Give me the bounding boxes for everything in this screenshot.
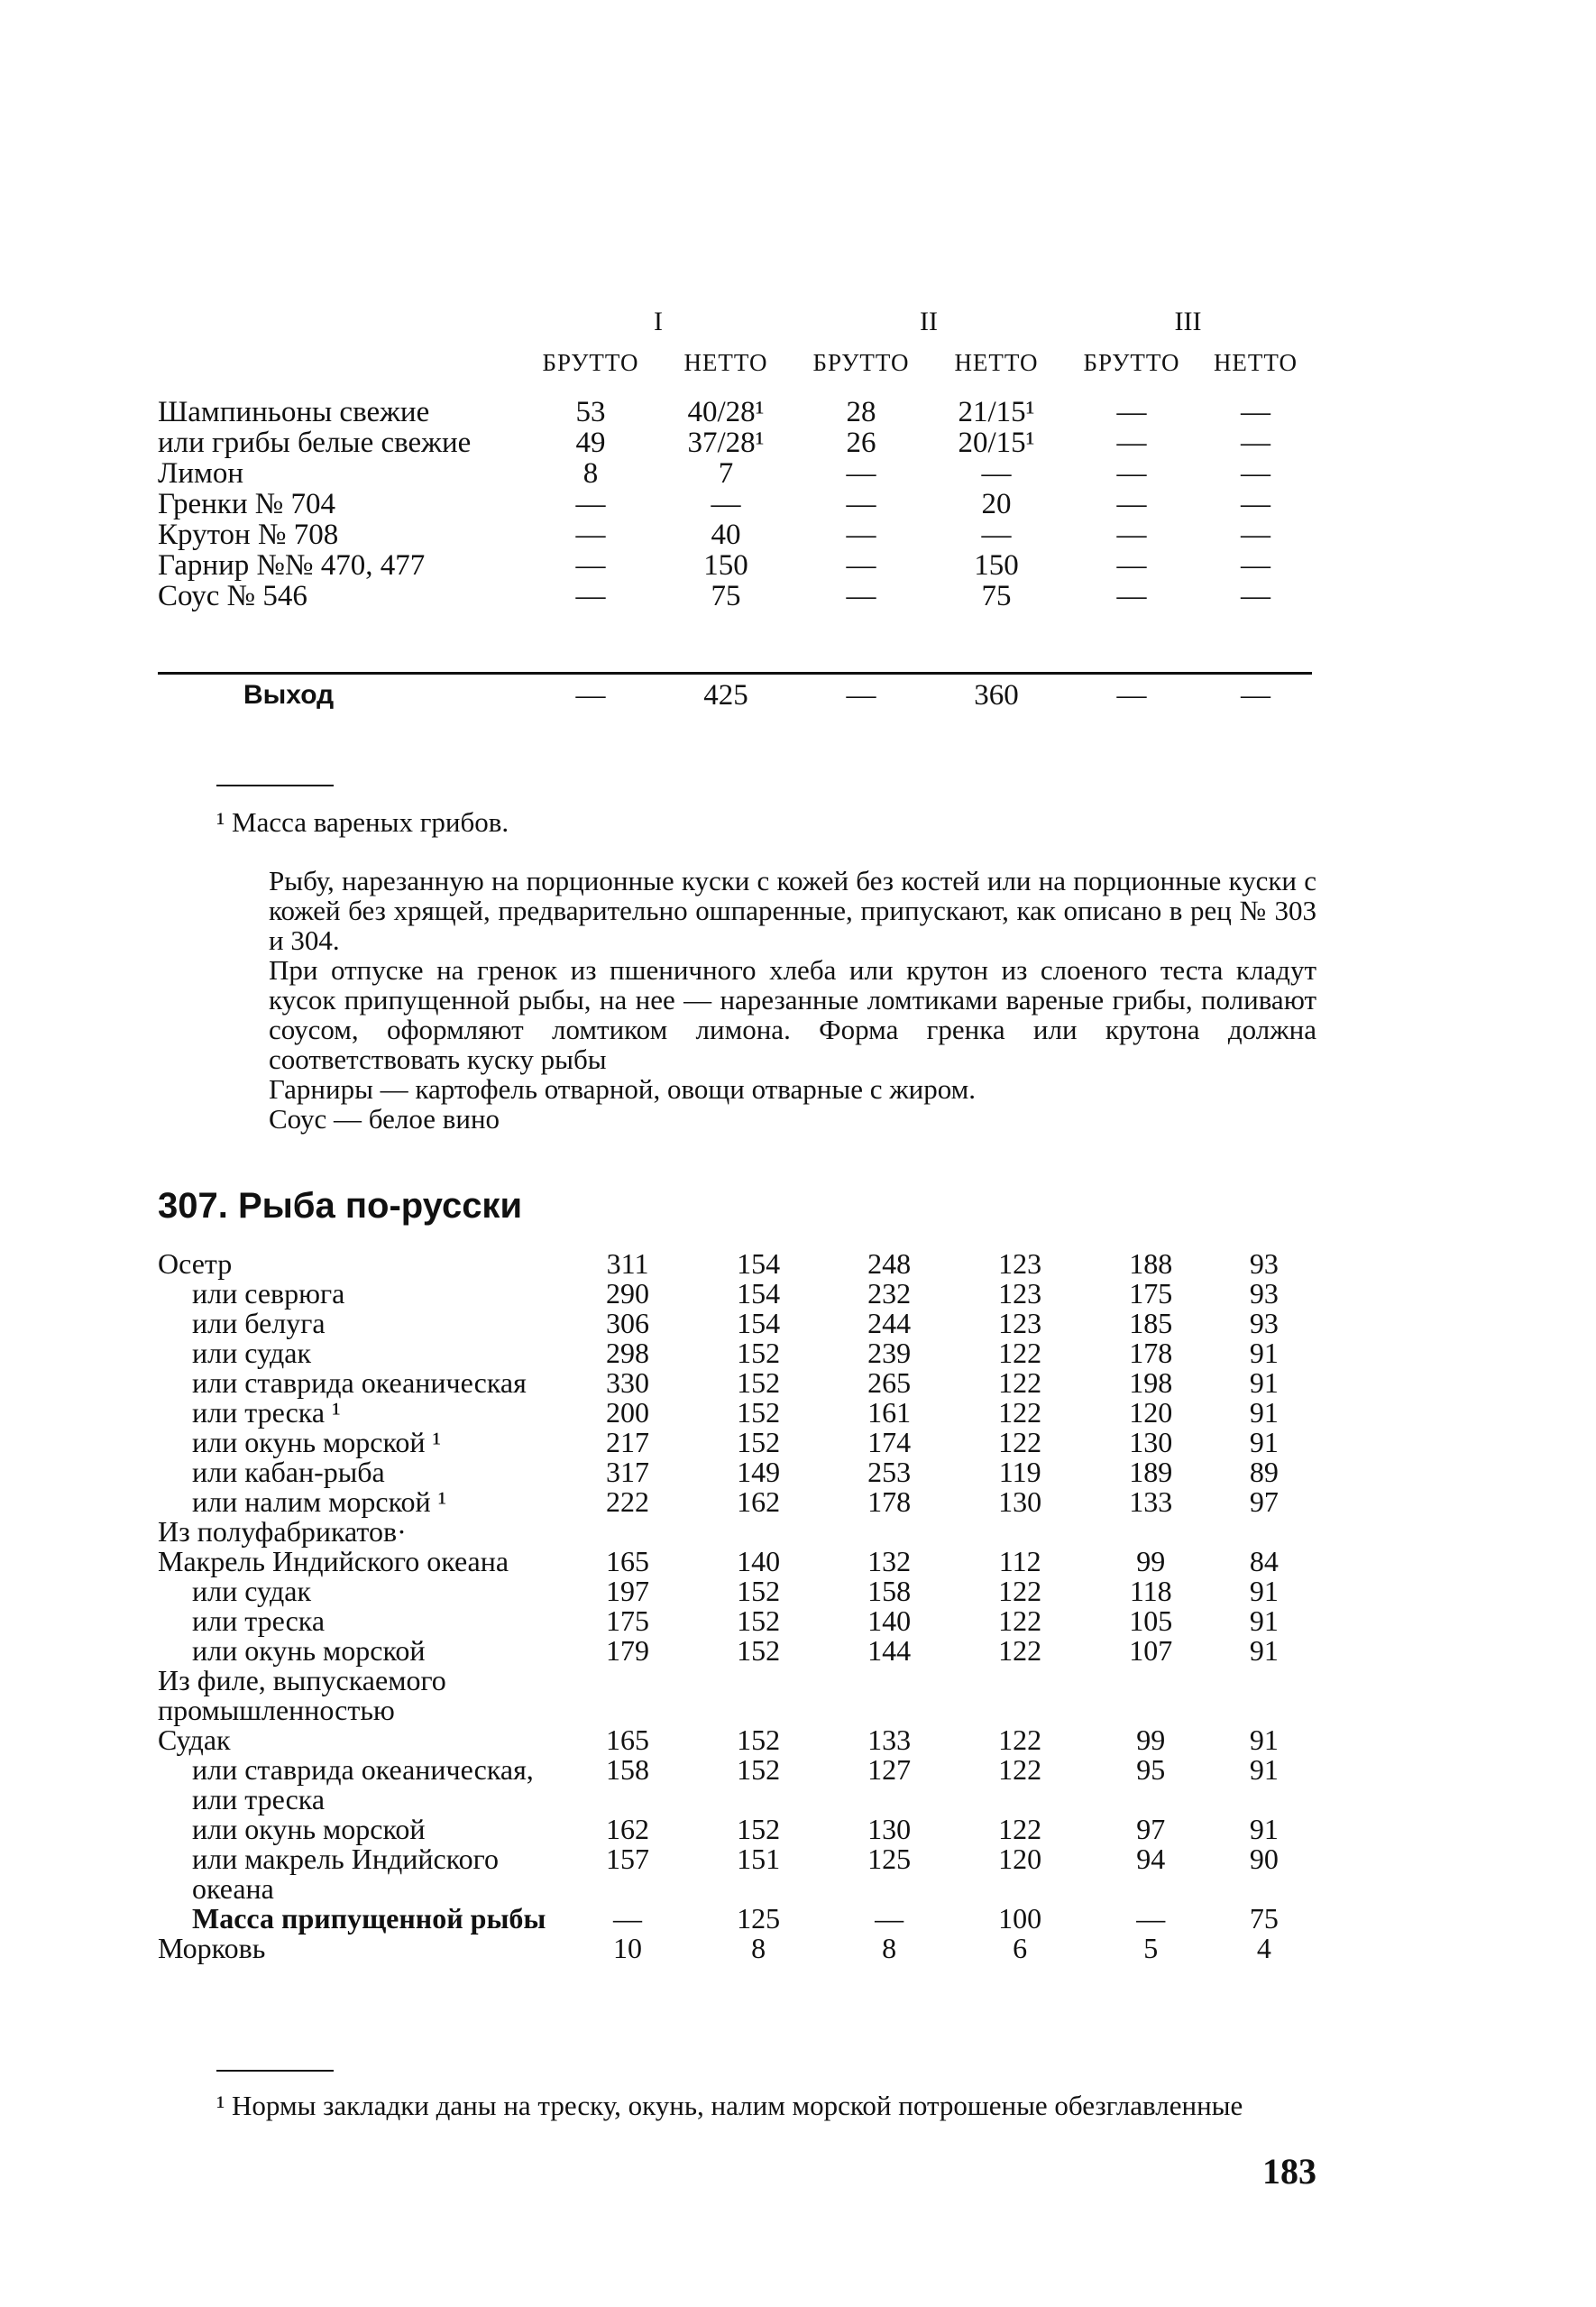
table-row bbox=[158, 1368, 1312, 1398]
table-cell: 152 bbox=[737, 1426, 781, 1458]
table-cell: — bbox=[981, 519, 1012, 551]
table-cell: 75 bbox=[1249, 1902, 1279, 1935]
table-cell bbox=[693, 1517, 824, 1547]
table-cell bbox=[1216, 1517, 1312, 1547]
table-cell: 154 bbox=[737, 1247, 781, 1280]
table-row bbox=[158, 1338, 1312, 1368]
table-cell: 75 bbox=[981, 580, 1012, 612]
table-cell: 232 bbox=[867, 1277, 912, 1310]
table-cell: 152 bbox=[737, 1723, 781, 1756]
table-cell: 53 bbox=[575, 396, 606, 428]
table-cell: 91 bbox=[1249, 1753, 1279, 1786]
table-cell: 20 bbox=[981, 488, 1012, 520]
table-cell: 127 bbox=[867, 1753, 912, 1786]
table-cell bbox=[824, 1517, 955, 1547]
table-cell bbox=[824, 1666, 955, 1725]
table-cell: — bbox=[846, 580, 876, 612]
table-cell: 140 bbox=[867, 1604, 912, 1637]
row-label: или треска bbox=[192, 1604, 326, 1637]
table-row bbox=[158, 1815, 1312, 1844]
table-row bbox=[158, 1606, 1312, 1636]
table-cell: — bbox=[711, 488, 741, 520]
row-label: Из филе, выпускаемого промышленностью bbox=[158, 1664, 446, 1726]
column-subheader-row bbox=[158, 347, 1312, 397]
table-cell: 5 bbox=[1143, 1932, 1159, 1964]
table-cell: 122 bbox=[998, 1337, 1042, 1369]
table-cell: 122 bbox=[998, 1396, 1042, 1429]
table-cell: 10 bbox=[613, 1932, 643, 1964]
group-header: III bbox=[1174, 307, 1202, 336]
table-cell: 154 bbox=[737, 1307, 781, 1339]
table-row bbox=[158, 1428, 1312, 1457]
table-row bbox=[158, 550, 1312, 581]
table-cell: 7 bbox=[718, 457, 734, 490]
table-cell: 317 bbox=[606, 1456, 650, 1488]
table-cell: — bbox=[1116, 427, 1147, 459]
table-cell: — bbox=[1241, 519, 1270, 551]
footnote-rule bbox=[216, 2070, 334, 2072]
table-cell: 200 bbox=[606, 1396, 650, 1429]
table-cell: 8 bbox=[882, 1932, 897, 1964]
table-row bbox=[158, 1279, 1312, 1309]
table-cell: 152 bbox=[737, 1604, 781, 1637]
output-cell: 360 bbox=[974, 679, 1019, 712]
table-cell: — bbox=[1241, 457, 1270, 490]
output-cell: — bbox=[1116, 679, 1147, 712]
col-header: НЕТТО bbox=[683, 349, 768, 376]
table-cell: 306 bbox=[606, 1307, 650, 1339]
row-label: Лимон bbox=[158, 457, 244, 490]
table-rule bbox=[158, 672, 1312, 675]
table-cell: 161 bbox=[867, 1396, 912, 1429]
table-row bbox=[158, 1487, 1312, 1517]
table-cell bbox=[1216, 1666, 1312, 1725]
table-cell: 157 bbox=[606, 1843, 650, 1875]
row-label: или кабан-рыба bbox=[192, 1456, 385, 1488]
table-cell: 178 bbox=[867, 1485, 912, 1518]
table-cell: 49 bbox=[575, 427, 606, 459]
table-cell: 140 bbox=[737, 1545, 781, 1577]
table-cell: 239 bbox=[867, 1337, 912, 1369]
group-header: I bbox=[654, 307, 663, 336]
table-cell: — bbox=[846, 488, 876, 520]
portion-group-header bbox=[158, 307, 1312, 347]
table-cell: — bbox=[575, 488, 606, 520]
row-label: Соус № 546 bbox=[158, 580, 307, 612]
table-cell: 120 bbox=[998, 1843, 1042, 1875]
col-header: НЕТТО bbox=[1213, 349, 1298, 376]
table-cell: 152 bbox=[737, 1634, 781, 1667]
table-cell: 152 bbox=[737, 1813, 781, 1845]
table-cell: 97 bbox=[1249, 1485, 1279, 1518]
table-cell: 162 bbox=[606, 1813, 650, 1845]
table-cell: 152 bbox=[737, 1575, 781, 1607]
row-label: или окунь морской bbox=[192, 1634, 426, 1667]
table-cell: 91 bbox=[1249, 1396, 1279, 1429]
row-label: Шампиньоны свежие bbox=[158, 396, 430, 428]
table-row bbox=[158, 1636, 1312, 1666]
table-cell: 40 bbox=[711, 519, 741, 551]
table-row bbox=[158, 1725, 1312, 1755]
col-header: БРУТТО bbox=[812, 349, 910, 376]
table-cell: 133 bbox=[867, 1723, 912, 1756]
table-cell: 175 bbox=[1129, 1277, 1173, 1310]
table-cell: — bbox=[613, 1902, 643, 1935]
table-cell: 122 bbox=[998, 1634, 1042, 1667]
output-cell: — bbox=[1241, 679, 1270, 712]
paragraph: Соус — белое вино bbox=[269, 1103, 500, 1135]
table-cell: 189 bbox=[1129, 1456, 1173, 1488]
group-header: II bbox=[920, 307, 938, 336]
table-cell: 158 bbox=[606, 1753, 650, 1786]
table-cell: — bbox=[846, 549, 876, 582]
table-cell: 119 bbox=[998, 1456, 1041, 1488]
table-cell bbox=[563, 1666, 693, 1725]
table-cell: 123 bbox=[998, 1307, 1042, 1339]
row-label: Судак bbox=[158, 1723, 231, 1756]
paragraph: При отпуске на гренок из пшеничного хлеба или крутон из слоеного теста кладут кусок припущенной рыбы, на нее — нарезанные ломтиками вареные грибы, поливают соусом, оформляют ломтиком лимона. Форма гренка или крутона должна соответствовать куску рыбы bbox=[269, 954, 1316, 1075]
table-cell: 93 bbox=[1249, 1247, 1279, 1280]
table-cell: 175 bbox=[606, 1604, 650, 1637]
table-cell: 165 bbox=[606, 1545, 650, 1577]
row-label: или ставрида океаническая bbox=[192, 1366, 527, 1399]
table-cell: — bbox=[575, 580, 606, 612]
table-cell: 90 bbox=[1249, 1843, 1279, 1875]
table-row bbox=[158, 1457, 1312, 1487]
table-cell: 150 bbox=[703, 549, 748, 582]
table-row bbox=[158, 489, 1312, 519]
table-cell: 122 bbox=[998, 1366, 1042, 1399]
table-cell: 122 bbox=[998, 1813, 1042, 1845]
table-cell: 21/15¹ bbox=[958, 396, 1035, 428]
row-label: Из полуфабрикатов· bbox=[158, 1515, 407, 1548]
output-row bbox=[158, 611, 1312, 711]
table-cell: 91 bbox=[1249, 1366, 1279, 1399]
table-cell: 95 bbox=[1136, 1753, 1166, 1786]
ingredients-table-307 bbox=[158, 1249, 1312, 1963]
table-cell: 290 bbox=[606, 1277, 650, 1310]
table-row bbox=[158, 1844, 1312, 1904]
table-row bbox=[158, 519, 1312, 550]
table-cell: 185 bbox=[1129, 1307, 1173, 1339]
table-cell: 40/28¹ bbox=[687, 396, 765, 428]
table-cell: 133 bbox=[1129, 1485, 1173, 1518]
table-cell: 105 bbox=[1129, 1604, 1173, 1637]
table-cell: 152 bbox=[737, 1366, 781, 1399]
table-cell: 122 bbox=[998, 1604, 1042, 1637]
row-label: или налим морской ¹ bbox=[192, 1485, 447, 1518]
footnote-fish: ¹ Нормы закладки даны на треску, окунь, налим морской потрошеные обезглавленные bbox=[216, 2090, 1243, 2121]
table-cell: 4 bbox=[1256, 1932, 1271, 1964]
row-label: Масса припущенной рыбы bbox=[192, 1902, 546, 1935]
table-cell: 118 bbox=[1129, 1575, 1172, 1607]
table-cell: — bbox=[1241, 427, 1270, 459]
table-cell bbox=[563, 1517, 693, 1547]
table-row bbox=[158, 1249, 1312, 1279]
row-label: или судак bbox=[192, 1575, 312, 1607]
table-cell: — bbox=[1116, 549, 1147, 582]
table-cell: 6 bbox=[1013, 1932, 1028, 1964]
table-cell: — bbox=[1116, 519, 1147, 551]
table-row bbox=[158, 397, 1312, 427]
table-cell: 123 bbox=[998, 1277, 1042, 1310]
table-cell: 122 bbox=[998, 1723, 1042, 1756]
table-row bbox=[158, 427, 1312, 458]
output-cell: — bbox=[575, 679, 606, 712]
table-cell: — bbox=[1136, 1902, 1166, 1935]
table-cell: 179 bbox=[606, 1634, 650, 1667]
table-row bbox=[158, 1666, 1312, 1725]
row-label: или грибы белые свежие bbox=[158, 427, 472, 459]
table-row bbox=[158, 1398, 1312, 1428]
table-cell: 37/28¹ bbox=[687, 427, 765, 459]
table-cell: 91 bbox=[1249, 1604, 1279, 1637]
table-row bbox=[158, 458, 1312, 489]
table-cell: 130 bbox=[867, 1813, 912, 1845]
table-cell: 162 bbox=[737, 1485, 781, 1518]
row-label: или окунь морской bbox=[192, 1813, 426, 1845]
paragraph: Рыбу, нарезанную на порционные куски с кожей без костей или на порционные куски с кожей без хрящей, предварительно ошпаренные, припускают, как описано в рец № 303 и 304. bbox=[269, 865, 1316, 956]
table-cell: 217 bbox=[606, 1426, 650, 1458]
table-cell bbox=[955, 1666, 1086, 1725]
row-label: Крутон № 708 bbox=[158, 519, 339, 551]
table-cell: 91 bbox=[1249, 1813, 1279, 1845]
table-cell: 130 bbox=[998, 1485, 1042, 1518]
table-cell: 244 bbox=[867, 1307, 912, 1339]
row-label: или ставрида океаническая, или треска bbox=[192, 1753, 534, 1815]
table-cell: 130 bbox=[1129, 1426, 1173, 1458]
table-cell: — bbox=[1116, 580, 1147, 612]
table-cell: 120 bbox=[1129, 1396, 1173, 1429]
table-cell: 125 bbox=[737, 1902, 781, 1935]
recipe-title: 307. Рыба по-русски bbox=[158, 1186, 523, 1226]
table-cell: — bbox=[1241, 549, 1270, 582]
table-cell: 265 bbox=[867, 1366, 912, 1399]
table-cell: 158 bbox=[867, 1575, 912, 1607]
table-cell: 123 bbox=[998, 1247, 1042, 1280]
row-label: Гарнир №№ 470, 477 bbox=[158, 549, 426, 582]
page-number: 183 bbox=[1262, 2151, 1316, 2192]
table-cell: 99 bbox=[1136, 1723, 1166, 1756]
table-cell: 91 bbox=[1249, 1723, 1279, 1756]
table-cell: 93 bbox=[1249, 1307, 1279, 1339]
row-label: или окунь морской ¹ bbox=[192, 1426, 442, 1458]
table-row bbox=[158, 1755, 1312, 1815]
col-header: БРУТТО bbox=[1083, 349, 1180, 376]
table-cell: 311 bbox=[606, 1247, 649, 1280]
row-label: Макрель Индийского океана bbox=[158, 1545, 509, 1577]
footnote-mushrooms: ¹ Масса вареных грибов. bbox=[216, 806, 509, 838]
table-cell: 125 bbox=[867, 1843, 912, 1875]
table-cell: 122 bbox=[998, 1575, 1042, 1607]
table-cell: 197 bbox=[606, 1575, 650, 1607]
table-cell: 152 bbox=[737, 1337, 781, 1369]
table-cell: 152 bbox=[737, 1396, 781, 1429]
col-header: БРУТТО bbox=[542, 349, 639, 376]
row-label: или треска ¹ bbox=[192, 1396, 341, 1429]
table-cell: — bbox=[1241, 488, 1270, 520]
table-cell bbox=[693, 1666, 824, 1725]
footnote-rule bbox=[216, 785, 334, 786]
table-cell: — bbox=[875, 1902, 904, 1935]
table-cell: 84 bbox=[1249, 1545, 1279, 1577]
table-cell: — bbox=[1116, 396, 1147, 428]
table-cell: 75 bbox=[711, 580, 741, 612]
table-cell: 122 bbox=[998, 1753, 1042, 1786]
table-cell: 132 bbox=[867, 1545, 912, 1577]
row-label: Гренки № 704 bbox=[158, 488, 335, 520]
table-cell: — bbox=[1241, 396, 1270, 428]
table-cell: 198 bbox=[1129, 1366, 1173, 1399]
table-cell: 26 bbox=[846, 427, 876, 459]
table-cell: 178 bbox=[1129, 1337, 1173, 1369]
table-cell: 94 bbox=[1136, 1843, 1166, 1875]
table-cell: — bbox=[1116, 488, 1147, 520]
table-cell: 188 bbox=[1129, 1247, 1173, 1280]
table-cell: 100 bbox=[998, 1902, 1042, 1935]
recipe-text bbox=[216, 866, 1316, 1134]
table-cell: 97 bbox=[1136, 1813, 1166, 1845]
table-row bbox=[158, 581, 1312, 611]
table-cell: 122 bbox=[998, 1426, 1042, 1458]
table-cell: — bbox=[846, 457, 876, 490]
output-cell: 425 bbox=[703, 679, 748, 712]
table-cell: 91 bbox=[1249, 1337, 1279, 1369]
table-row bbox=[158, 1576, 1312, 1606]
table-row bbox=[158, 1904, 1312, 1934]
table-cell: 144 bbox=[867, 1634, 912, 1667]
table-cell: 91 bbox=[1249, 1426, 1279, 1458]
paragraph: Гарниры — картофель отварной, овощи отварные с жиром. bbox=[269, 1073, 976, 1105]
table-cell: — bbox=[981, 457, 1012, 490]
table-cell: 93 bbox=[1249, 1277, 1279, 1310]
table-cell: 89 bbox=[1249, 1456, 1279, 1488]
table-cell bbox=[955, 1517, 1086, 1547]
row-label: или макрель Индийского океана bbox=[192, 1843, 499, 1905]
ingredients-table-top bbox=[158, 307, 1312, 711]
table-cell: 330 bbox=[606, 1366, 650, 1399]
table-cell: 174 bbox=[867, 1426, 912, 1458]
row-label: или судак bbox=[192, 1337, 312, 1369]
table-cell: 91 bbox=[1249, 1634, 1279, 1667]
table-cell: 151 bbox=[737, 1843, 781, 1875]
table-cell: 248 bbox=[867, 1247, 912, 1280]
table-cell: 154 bbox=[737, 1277, 781, 1310]
table-cell: — bbox=[575, 519, 606, 551]
output-label: Выход bbox=[243, 680, 335, 710]
table-row bbox=[158, 1934, 1312, 1963]
table-cell: 8 bbox=[582, 457, 599, 490]
table-row bbox=[158, 1309, 1312, 1338]
table-row bbox=[158, 1547, 1312, 1576]
table-cell: — bbox=[846, 519, 876, 551]
table-cell: 253 bbox=[867, 1456, 912, 1488]
table-cell: — bbox=[1116, 457, 1147, 490]
table-cell: — bbox=[1241, 580, 1270, 612]
table-cell: 8 bbox=[751, 1932, 766, 1964]
table-cell: 165 bbox=[606, 1723, 650, 1756]
table-cell: 28 bbox=[846, 396, 876, 428]
table-cell bbox=[1086, 1666, 1216, 1725]
table-cell: 112 bbox=[998, 1545, 1041, 1577]
table-cell: 99 bbox=[1136, 1545, 1166, 1577]
table-cell: 20/15¹ bbox=[958, 427, 1035, 459]
col-header: НЕТТО bbox=[954, 349, 1039, 376]
table-cell bbox=[1086, 1517, 1216, 1547]
table-cell: 298 bbox=[606, 1337, 650, 1369]
row-label: Осетр bbox=[158, 1247, 233, 1280]
row-label: или севрюга bbox=[192, 1277, 345, 1310]
table-cell: 150 bbox=[974, 549, 1019, 582]
table-cell: — bbox=[575, 549, 606, 582]
table-cell: 152 bbox=[737, 1753, 781, 1786]
output-cell: — bbox=[846, 679, 876, 712]
table-row bbox=[158, 1517, 1312, 1547]
row-label: или белуга bbox=[192, 1307, 326, 1339]
table-cell: 149 bbox=[737, 1456, 781, 1488]
table-cell: 91 bbox=[1249, 1575, 1279, 1607]
row-label: Морковь bbox=[158, 1932, 266, 1964]
table-cell: 107 bbox=[1129, 1634, 1173, 1667]
table-cell: 222 bbox=[606, 1485, 650, 1518]
